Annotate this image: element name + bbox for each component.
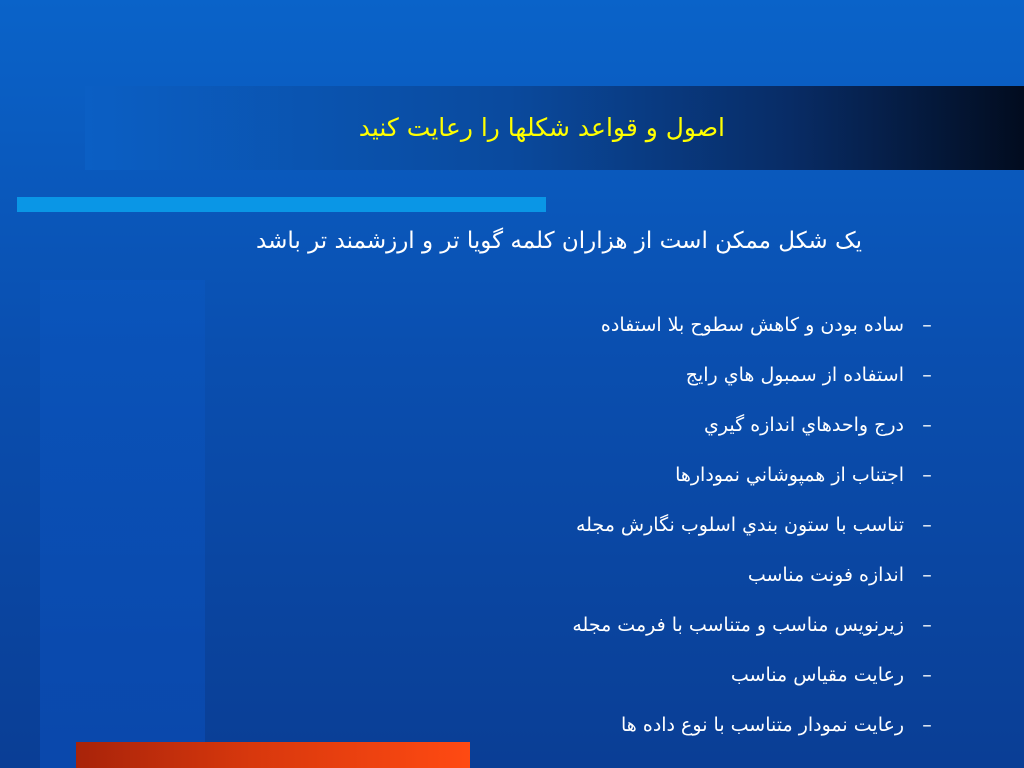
slide-subtitle: یک شکل ممکن است از هزاران کلمه گویا تر و ارزشمند تر باشد	[256, 228, 862, 254]
dash-icon: –	[922, 314, 932, 336]
bullet-item	[420, 300, 938, 350]
bullet-text: تناسب با ستون بندي اسلوب نگارش مجله	[575, 514, 904, 536]
dash-icon: –	[922, 364, 932, 386]
dash-icon: –	[922, 414, 932, 436]
bullet-item	[420, 500, 938, 550]
bottom-accent-bar	[76, 742, 470, 768]
dash-icon: –	[922, 514, 932, 536]
bullet-text: ساده بودن و کاهش سطوح بلا استفاده	[600, 314, 904, 336]
bullet-item	[420, 450, 938, 500]
bullet-text: اجتناب از همپوشاني نمودارها	[675, 464, 904, 486]
bullet-item	[420, 700, 938, 750]
bullet-item	[420, 600, 938, 650]
bullet-text: زيرنويس مناسب و متناسب با فرمت مجله	[572, 614, 904, 636]
dash-icon: –	[922, 664, 932, 686]
accent-bar	[17, 197, 546, 212]
bullet-list	[420, 300, 938, 750]
dash-icon: –	[922, 614, 932, 636]
bullet-item	[420, 350, 938, 400]
bullet-item	[420, 550, 938, 600]
bullet-text: استفاده از سمبول هاي رايج	[685, 364, 904, 386]
dash-icon: –	[922, 714, 932, 736]
bullet-text: درج واحدهاي اندازه گيري	[704, 414, 904, 436]
bullet-item	[420, 400, 938, 450]
slide-title: اصول و قواعد شکلها را رعایت کنید	[358, 113, 725, 142]
dash-icon: –	[922, 464, 932, 486]
side-decoration-panel	[40, 280, 205, 768]
bullet-item	[420, 650, 938, 700]
bullet-text: رعایت نمودار متناسب با نوع داده ها	[621, 714, 904, 736]
bullet-text: رعایت مقیاس مناسب	[730, 664, 904, 686]
bullet-text: اندازه فونت مناسب	[747, 564, 904, 586]
dash-icon: –	[922, 564, 932, 586]
